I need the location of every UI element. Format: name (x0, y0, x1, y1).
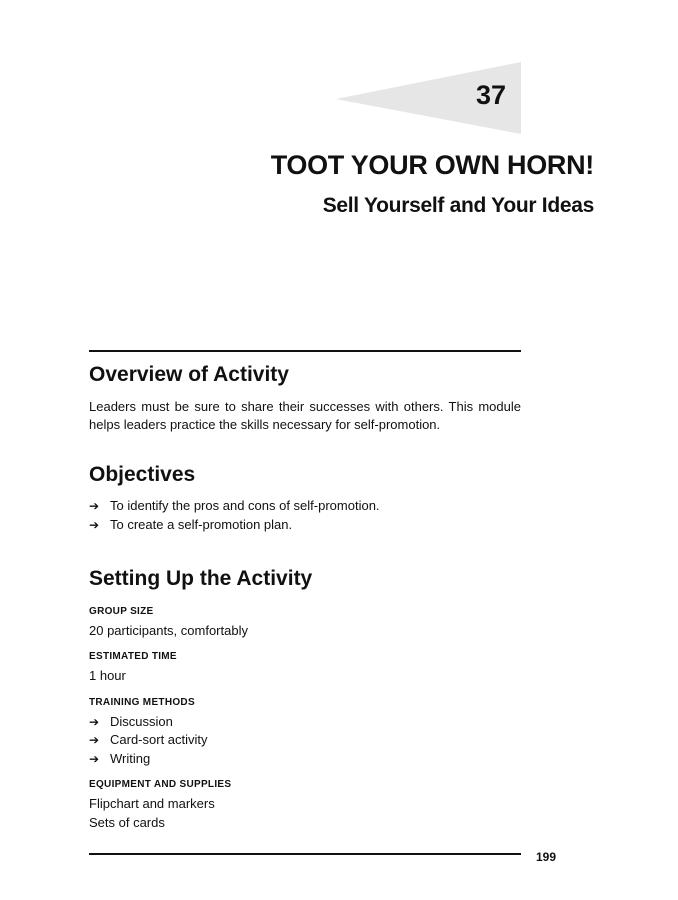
bottom-rule (89, 853, 521, 855)
equipment-list (89, 795, 521, 832)
training-method-text: Writing (110, 750, 151, 766)
objectives-heading: Objectives (89, 463, 196, 487)
top-rule (89, 350, 521, 352)
estimated-time-label: ESTIMATED TIME (89, 651, 177, 663)
arrow-bullet-icon: ➔ (89, 733, 100, 748)
page-number: 199 (536, 850, 557, 864)
chapter-title: TOOT YOUR OWN HORN! (270, 150, 594, 180)
group-size-value: 20 participants, comfortably (89, 622, 248, 638)
training-method-text: Discussion (110, 713, 173, 729)
arrow-bullet-icon: ➔ (89, 517, 100, 532)
setup-heading: Setting Up the Activity (89, 567, 313, 591)
overview-text: Leaders must be sure to share their successes with others. This module helps leaders practice the skills necessary for self-promotion. (89, 399, 521, 433)
arrow-bullet-icon: ➔ (89, 751, 100, 766)
training-methods-label: TRAINING METHODS (89, 696, 195, 708)
estimated-time-value: 1 hour (89, 668, 126, 684)
arrow-bullet-icon: ➔ (89, 714, 100, 729)
chapter-number: 37 (475, 80, 506, 110)
objective-text: To identify the pros and cons of self-promotion. (110, 498, 380, 514)
objective-text: To create a self-promotion plan. (110, 516, 293, 532)
chapter-badge (336, 62, 522, 134)
equipment-item: Flipchart and markers (89, 796, 215, 812)
overview-heading: Overview of Activity (89, 363, 289, 386)
arrow-bullet-icon: ➔ (89, 499, 100, 514)
equipment-item: Sets of cards (89, 814, 165, 830)
chapter-subtitle: Sell Yourself and Your Ideas (322, 194, 594, 217)
list-item (89, 731, 521, 750)
equipment-label: EQUIPMENT AND SUPPLIES (89, 779, 232, 791)
group-size-label: GROUP SIZE (89, 605, 154, 617)
objectives-list (89, 497, 521, 534)
list-item (89, 497, 521, 516)
training-method-text: Card-sort activity (110, 732, 208, 748)
content (89, 360, 521, 832)
list-item (89, 516, 521, 535)
training-methods-list (89, 713, 521, 769)
list-item (89, 750, 521, 769)
list-item (89, 713, 521, 732)
